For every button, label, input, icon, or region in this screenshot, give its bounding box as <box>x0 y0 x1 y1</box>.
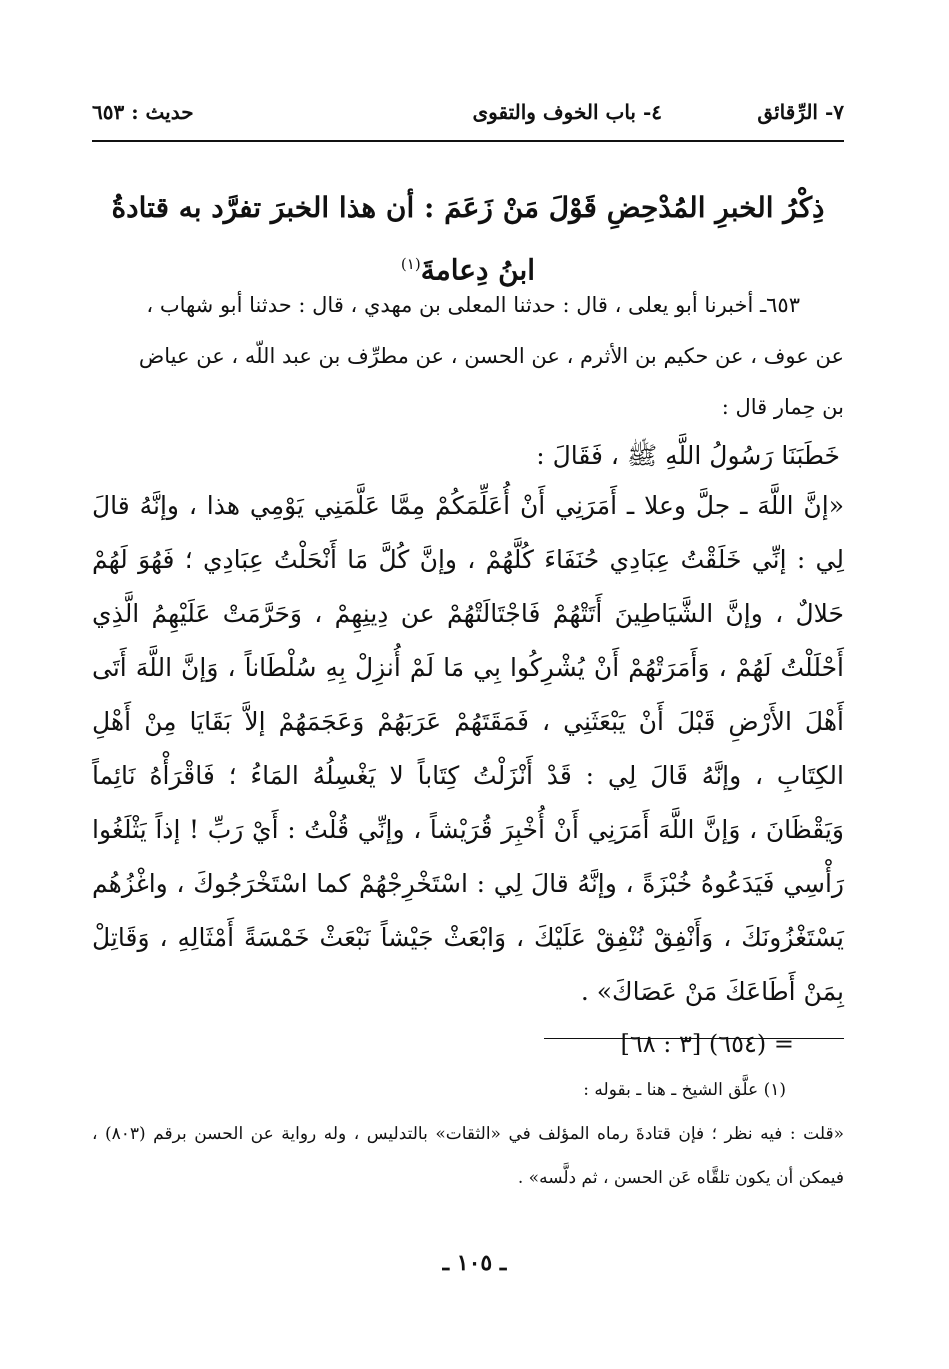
hadith-reference: حديث : ٦٥٣ <box>92 100 194 124</box>
book-title: ٧- الرِّقائق <box>757 100 844 124</box>
hadith-intro: خَطَبَنَا رَسُولُ اللَّهِ ﷺ ، فَقَالَ : <box>536 441 840 470</box>
header-divider <box>92 140 844 142</box>
page-number: ـ ١٠٥ ـ <box>442 1250 507 1276</box>
footnote-1-quote: «قلت : فيه نظر ؛ فإن قتادةَ رماه المؤلف في «الثقات» بالتدليس ، وله رواية عن الحسن برقم (٨٠٣) ، فيمكن أن يكون تلقَّاه عَن الحسن ، ثم دلَّسه» . <box>92 1124 845 1188</box>
chapter-title: ٤- باب الخوف والتقوى <box>472 100 662 124</box>
main-text <box>92 280 844 1069</box>
footnotes <box>92 1068 844 1200</box>
cross-reference: = (٦٥٤) [٣ : ٦٨] <box>620 1030 794 1058</box>
footnote-marker: (١) <box>400 255 421 273</box>
isnad-line-1: ٦٥٣ـ أخبرنا أبو يعلى ، قال : حدثنا المعلى بن مهدي ، قال : حدثنا أبو شهاب ، <box>146 293 800 317</box>
running-header <box>92 96 844 136</box>
title-line-2-text: ابنُ دِعامةَ <box>420 253 536 287</box>
footnote-divider <box>544 1038 844 1039</box>
isnad-line-2: عن عوف ، عن حكيم بن الأثرم ، عن الحسن ، عن مطرِّف بن عبد اللّه ، عن عياض <box>138 344 844 368</box>
title-line-1: ذِكْرُ الخبرِ المُدْحِضِ قَوْلَ مَنْ زَعَمَ : أن هذا الخبرَ تفرَّد به قتادةُ <box>111 191 825 224</box>
isnad-line-3: بن حِمار قال : <box>721 395 844 419</box>
footnote-1: (١) علَّق الشيخ ـ هنا ـ بقوله : <box>583 1080 786 1100</box>
hadith-matn: «إنَّ اللَّهَ ـ جلَّ وعلا ـ أَمَرَنِي أَنْ أُعَلِّمَكُمْ مِمَّا عَلَّمَنِي يَوْمِي هذا ، وإنَّهُ قالَ لِي : إنِّي خَلَقْتُ عِبَادِي حُنَفَاءَ كُلَّهُمْ ، وإنَّ كُلَّ مَا أَنْحَلْتُ عِبَادِي ؛ فَهُوَ لَهُمْ حَلالٌ ، وإنَّ الشَّيَاطِينَ أَتَتْهُمْ فَاجْتَالَتْهُمْ عن دِينِهِمْ ، وَحَرَّمَتْ عَلَيْهِمُ الَّذِي أَحْلَلْتُ لَهُمْ ، وَأَمَرَتْهُمْ أَنْ يُشْرِكُوا بِي مَا لَمْ أُنزِلْ بِهِ سُلْطَاناً ، وَإنَّ اللَّهَ أَتَى أَهْلَ الأَرْضِ قَبْلَ أَنْ يَبْعَثَنِي ، فَمَقَتَهُمْ عَرَبَهُمْ وَعَجَمَهُمْ إلاَّ بَقَايَا مِنْ أَهْلِ الكِتَابِ ، وإنَّهُ قَالَ لِي : قَدْ أَنْزَلْتُ كِتَاباً لا يَغْسِلُهُ المَاءُ ؛ فَاقْرَأْهُ نَائِماً وَيَقْظَانَ ، وَإنَّ اللَّهَ أَمَرَنِي أَنْ أُخْبِرَ قُرَيْشاً ، وإنِّي قُلْتُ : أَيْ رَبِّ ! إذاً يَثْلَغُوا رَأْسِي فَيَدَعُوهُ خُبْزَةً ، وإنَّهُ قالَ لِي : اسْتَخْرِجْهُمْ كما اسْتَخْرَجُوكَ ، واغْزُهُم يَسْتَغْزُونَكَ ، وَأَنْفِقْ نُنْفِقْ عَلَيْكَ ، وَابْعَثْ جَيْشاً نَبْعَثْ خَمْسَةً أَمْثَالِهِ ، وَقَاتِلْ بِمَنْ أَطَاعَكَ مَنْ عَصَاكَ» . <box>92 491 844 1006</box>
